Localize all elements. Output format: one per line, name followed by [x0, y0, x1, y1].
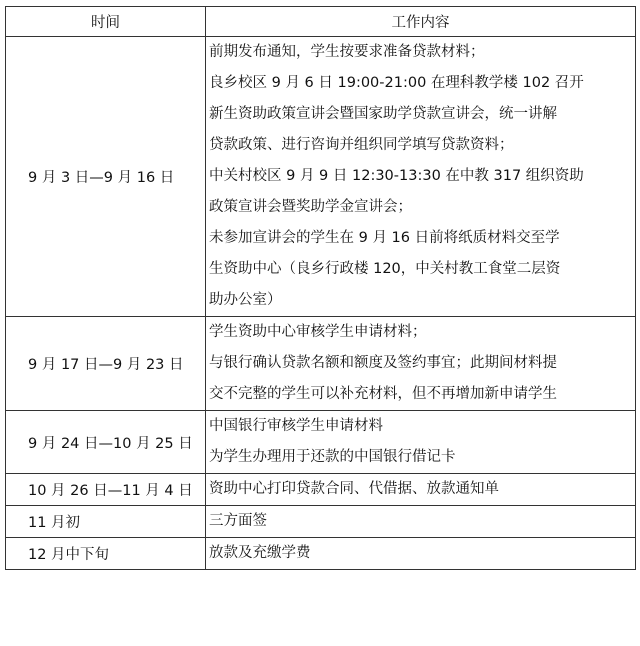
content-line: 学生资助中心审核学生申请材料；	[209, 324, 427, 340]
content-line: 交不完整的学生可以补充材料，但不再增加新申请学生	[209, 386, 557, 402]
row-content	[206, 317, 636, 411]
table-row	[6, 317, 636, 411]
table-row	[6, 37, 636, 317]
content-line: 三方面签	[209, 513, 267, 529]
content-line: 与银行确认贷款名额和额度及签约事宜；此期间材料提	[209, 355, 557, 371]
row-content	[206, 37, 636, 317]
content-line: 为学生办理用于还款的中国银行借记卡	[209, 449, 456, 465]
row-content	[206, 506, 636, 538]
row-time: 9 月 3 日—9 月 16 日	[6, 37, 206, 317]
row-time: 9 月 24 日—10 月 25 日	[6, 411, 206, 474]
row-content	[206, 474, 636, 506]
content-line: 生资助中心（良乡行政楼 120，中关村教工食堂二层资	[209, 261, 561, 277]
table-row	[6, 538, 636, 570]
header-time: 时间	[6, 7, 206, 37]
table-row	[6, 474, 636, 506]
row-time: 11 月初	[6, 506, 206, 538]
row-content	[206, 538, 636, 570]
content-line: 贷款政策、进行咨询并组织同学填写贷款资料；	[209, 137, 514, 153]
content-line: 助办公室）	[209, 292, 282, 308]
table-row	[6, 506, 636, 538]
content-line: 良乡校区 9 月 6 日 19:00-21:00 在理科教学楼 102 召开	[209, 75, 584, 91]
header-content: 工作内容	[206, 7, 636, 37]
row-content	[206, 411, 636, 474]
content-line: 前期发布通知，学生按要求准备贷款材料；	[209, 44, 485, 60]
content-line: 政策宣讲会暨奖助学金宣讲会；	[209, 199, 412, 215]
content-line: 新生资助政策宣讲会暨国家助学贷款宣讲会，统一讲解	[209, 106, 557, 122]
table-row	[6, 411, 636, 474]
header-row	[6, 7, 636, 37]
content-line: 中国银行审核学生申请材料	[209, 418, 383, 434]
content-line: 放款及充缴学费	[209, 545, 311, 561]
row-time: 12 月中下旬	[6, 538, 206, 570]
row-time: 9 月 17 日—9 月 23 日	[6, 317, 206, 411]
content-line: 中关村校区 9 月 9 日 12:30-13:30 在中教 317 组织资助	[209, 168, 584, 184]
work-schedule-table	[5, 6, 636, 570]
row-time: 10 月 26 日—11 月 4 日	[6, 474, 206, 506]
content-line: 未参加宣讲会的学生在 9 月 16 日前将纸质材料交至学	[209, 230, 560, 246]
content-line: 资助中心打印贷款合同、代借据、放款通知单	[209, 481, 499, 497]
